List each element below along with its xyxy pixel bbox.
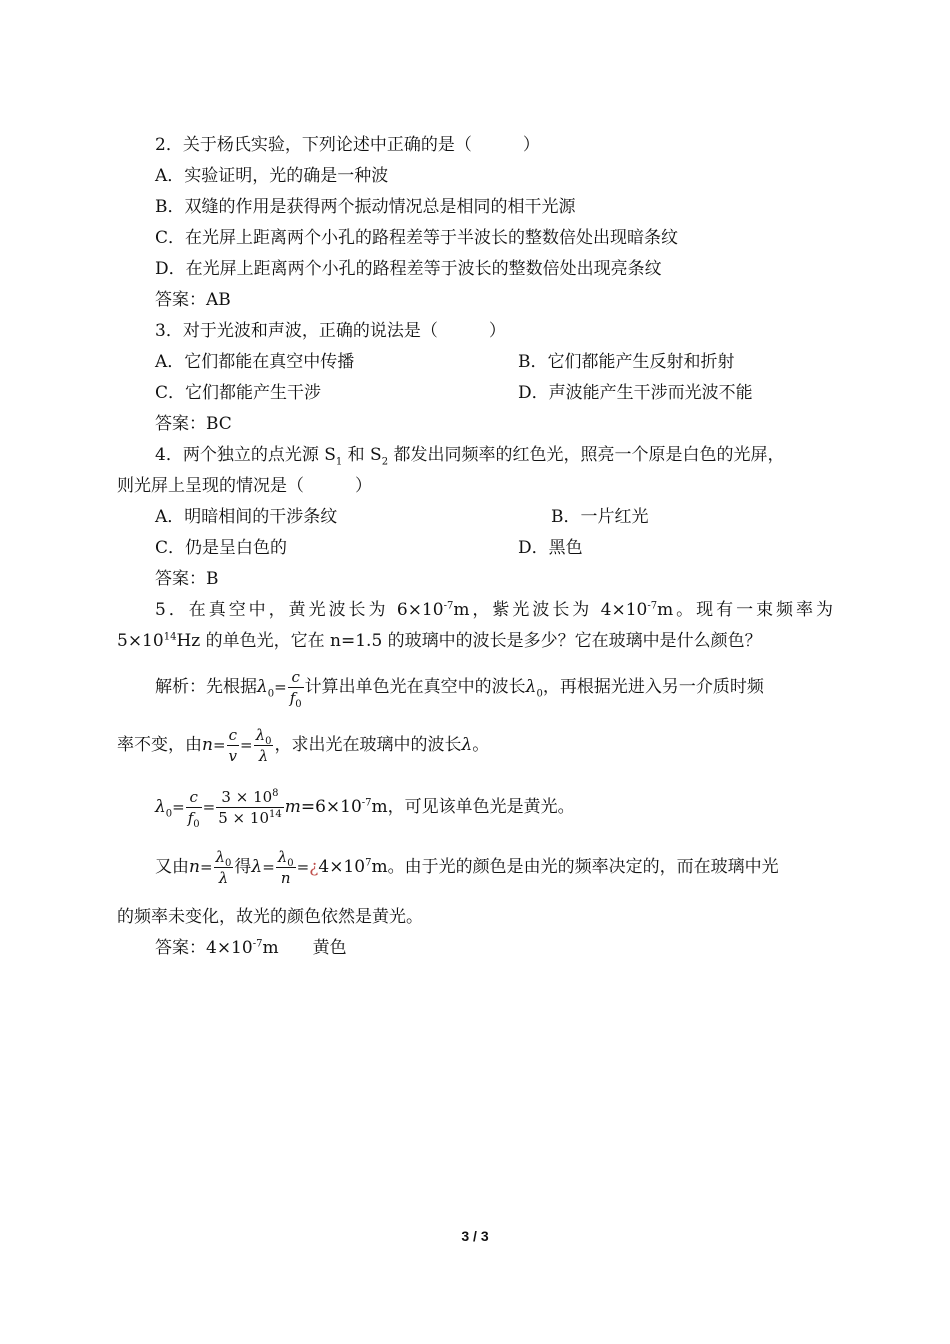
fraction-c-over-f0: $\frac{c}{f_0}$ (289, 668, 302, 710)
q5-solution-line4: 又由n= $\frac{\lambda_0}{\lambda}$ 得λ= $\frac{\lambda_0}{n}$ $=¿4\times 10^7m$。由于光的颜色是由光的频率决定的，而在玻璃中光 (155, 848, 779, 887)
q3-option-a: A．它们都能在真空中传播 (155, 352, 355, 372)
q4-option-b: B．一片红光 (551, 507, 649, 527)
page-number: 3 / 3 (461, 1228, 489, 1244)
q5-stem: 5．在真空中，黄光波长为 $6\times 10^{-7}m$，紫光波长为 $4\times 10^{-7}m$。现有一束频率为 (155, 600, 834, 620)
q2-stem: 2．关于杨氏实验，下列论述中正确的是（ ） (155, 135, 540, 155)
q2-option-a: A．实验证明，光的确是一种波 (155, 166, 389, 186)
q5-answer: 答案：$4\times 10^{-7}m$ 黄色 (155, 938, 347, 958)
q4-stem-line2: 则光屏上呈现的情况是（ ） (117, 476, 372, 496)
q3-option-d: D．声波能产生干涉而光波不能 (518, 383, 753, 403)
q5-solution-line3: $\lambda_0=$ $\frac{c}{f_0}$ = $\frac{3 \times 10^8}{5 \times 10^{14}}$ $m=6\times 10^{-7}m$，可见该单色光是黄光。 (155, 788, 575, 830)
q2-option-d: D．在光屏上距离两个小孔的路程差等于波长的整数倍处出现亮条纹 (155, 259, 662, 279)
q5-solution-line1: 解析：先根据$\lambda_0=$ $\frac{c}{f_0}$ 计算出单色光在真空中的波长$\lambda_0$，再根据光进入另一介质时频 (155, 668, 764, 710)
q3-answer: 答案：BC (155, 414, 232, 434)
q2-answer: 答案：AB (155, 290, 231, 310)
q4-option-c: C．仍是呈白色的 (155, 538, 288, 558)
q4-option-a: A．明暗相间的干涉条纹 (155, 507, 338, 527)
q5-solution-line2: 率不变，由n= $\frac{c}{v}$ = $\frac{\lambda_0}{\lambda}$ ，求出光在玻璃中的波长λ。 (117, 726, 490, 765)
q2-option-b: B．双缝的作用是获得两个振动情况总是相同的相干光源 (155, 197, 576, 217)
q2-option-c: C．在光屏上距离两个小孔的路程差等于半波长的整数倍处出现暗条纹 (155, 228, 679, 248)
q5-solution-line5: 的频率未变化，故光的颜色依然是黄光。 (117, 907, 423, 927)
q4-option-d: D．黑色 (518, 538, 583, 558)
q4-answer: 答案：B (155, 569, 219, 589)
q4-stem: 4．两个独立的点光源 $S_1$ 和 $S_2$ 都发出同频率的红色光，照亮一个原是白色的光屏， (155, 445, 785, 468)
q5-stem-line2: $5\times 10^{14}Hz$ 的单色光，它在 n=1.5 的玻璃中的波长是多少？它在玻璃中是什么颜色？ (117, 631, 762, 651)
render-error-glyph: ¿ (309, 857, 319, 877)
q3-stem: 3．对于光波和声波，正确的说法是（ ） (155, 321, 506, 341)
q3-option-c: C．它们都能产生干涉 (155, 383, 322, 403)
q3-option-b: B．它们都能产生反射和折射 (518, 352, 735, 372)
